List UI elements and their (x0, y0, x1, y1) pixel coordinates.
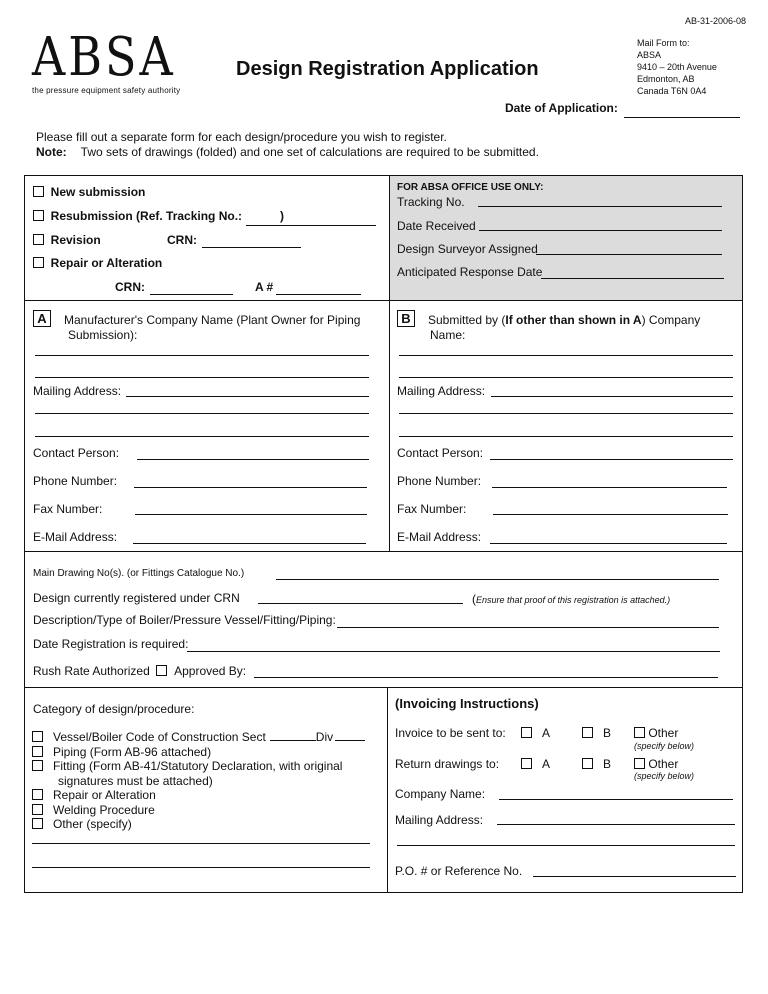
mail-line: 9410 – 20th Avenue (637, 62, 717, 72)
return-other-label: Other (648, 757, 679, 771)
logo-tagline: the pressure equipment safety authority (32, 86, 181, 95)
other-specify-field[interactable] (32, 843, 370, 844)
section-b-heading-pre: Submitted by ( (428, 313, 506, 327)
crn-label: CRN: (115, 280, 145, 294)
category-welding[interactable] (32, 803, 365, 818)
revision-crn-field[interactable] (202, 247, 301, 248)
invoice-b-label: B (603, 726, 612, 740)
mailing-b-field-3[interactable] (399, 436, 733, 437)
mailing-b-label: Mailing Address: (397, 384, 486, 398)
response-date-label: Anticipated Response Date (397, 265, 543, 279)
rush-rate-label: Rush Rate Authorized (33, 664, 150, 678)
checkbox-revision[interactable] (33, 234, 44, 245)
section-b-heading-line2: Name: (430, 328, 466, 342)
email-a-field[interactable] (133, 543, 366, 544)
approved-by-field[interactable] (254, 677, 718, 678)
invoice-mailing-field[interactable] (497, 824, 735, 825)
checkbox-resubmission[interactable] (33, 210, 44, 221)
company-name-b-field[interactable] (399, 355, 733, 356)
invoice-a-label: A (542, 726, 551, 740)
invoice-other-label: Other (648, 726, 679, 740)
registered-crn-field[interactable] (258, 603, 463, 604)
invoice-company-label: Company Name: (395, 787, 486, 801)
new-submission-label: New submission (50, 185, 146, 199)
tracking-field[interactable] (478, 206, 722, 207)
mailing-a-field-3[interactable] (35, 436, 369, 437)
phone-b-field[interactable] (492, 487, 727, 488)
fax-a-label: Fax Number: (33, 502, 103, 516)
checkbox-welding[interactable] (32, 804, 43, 815)
return-b-label: B (603, 757, 612, 771)
category-piping[interactable] (32, 745, 365, 760)
invoice-option-a[interactable] (521, 726, 550, 740)
category-repair-label: Repair or Alteration (53, 788, 156, 802)
category-repair[interactable] (32, 788, 365, 803)
main-drawing-label: Main Drawing No(s). (or Fittings Catalogue No.) (33, 568, 245, 579)
invoice-specify-note: (specify below) (634, 741, 695, 751)
absa-logo (32, 25, 181, 95)
section-b-heading-bold: If other than shown in A (505, 313, 642, 327)
description-label: Description/Type of Boiler/Pressure Vessel/Fitting/Piping: (33, 613, 336, 627)
revision-option[interactable] (33, 233, 101, 247)
divider (24, 687, 743, 688)
company-name-a-field-2[interactable] (35, 377, 369, 378)
approved-by-label: Approved By: (174, 664, 247, 678)
date-received-label: Date Received (397, 219, 476, 233)
mail-line: Mail Form to: (637, 38, 690, 48)
checkbox-invoice-other[interactable] (634, 727, 645, 738)
mail-line: Canada T6N 0A4 (637, 86, 707, 96)
return-option-a[interactable] (521, 757, 550, 771)
other-specify-field-2[interactable] (32, 867, 370, 868)
registered-crn-label: Design currently registered under CRN (33, 591, 240, 605)
section-b-heading (428, 313, 700, 343)
section-a-heading-line1: Manufacturer's Company Name (Plant Owner for Piping (64, 313, 361, 327)
vessel-sect-field[interactable] (270, 740, 316, 741)
po-label: P.O. # or Reference No. (395, 864, 523, 878)
invoice-mailing-field-2[interactable] (397, 845, 735, 846)
company-name-a-field[interactable] (35, 355, 369, 356)
fax-a-field[interactable] (135, 514, 367, 515)
category-welding-label: Welding Procedure (53, 802, 155, 817)
invoice-mailing-label: Mailing Address: (395, 813, 484, 827)
revision-label: Revision (50, 233, 101, 247)
date-of-application-field[interactable] (624, 117, 740, 118)
main-drawing-field[interactable] (276, 579, 719, 580)
email-a-label: E-Mail Address: (33, 530, 118, 544)
checkbox-rush-rate[interactable] (156, 665, 167, 676)
category-fitting-label: Fitting (Form AB-41/Statutory Declaration, with original (53, 759, 343, 773)
mail-line: Edmonton, AB (637, 74, 695, 84)
repair-label: Repair or Alteration (50, 256, 163, 270)
note-text: Two sets of drawings (folded) and one set of calculations are required to be submitted. (80, 145, 539, 159)
description-field[interactable] (337, 627, 719, 628)
a-number-field[interactable] (276, 294, 361, 295)
return-specify-note: (specify below) (634, 771, 695, 781)
resubmission-option[interactable] (33, 209, 242, 223)
checkbox-invoice-a[interactable] (521, 727, 532, 738)
divider (387, 687, 388, 893)
po-field[interactable] (533, 876, 736, 877)
divider (24, 300, 743, 301)
tracking-label: Tracking No. (397, 195, 465, 209)
contact-a-field[interactable] (137, 459, 369, 460)
mailing-address-block (637, 37, 717, 97)
mailing-a-label: Mailing Address: (33, 384, 122, 398)
invoice-company-field[interactable] (499, 799, 733, 800)
instruction-line: Please fill out a separate form for each design/procedure you wish to register. (36, 130, 447, 144)
checkbox-return-b[interactable] (582, 758, 593, 769)
mailing-b-field[interactable] (491, 396, 733, 397)
a-number-label: A # (255, 280, 274, 294)
logo-wordmark: ABSA (32, 25, 176, 88)
phone-b-label: Phone Number: (397, 474, 482, 488)
note-label: Note: (36, 145, 67, 159)
crn-field[interactable] (150, 294, 233, 295)
category-div-label: Div (315, 730, 334, 744)
contact-a-label: Contact Person: (33, 446, 120, 460)
category-fitting-label-2: signatures must be attached) (58, 773, 213, 788)
checkbox-new-submission[interactable] (33, 186, 44, 197)
category-other[interactable] (32, 817, 365, 832)
ensure-text: Ensure that proof of this registration is attached.) (476, 595, 671, 605)
repair-option[interactable] (33, 256, 162, 270)
fax-b-field[interactable] (493, 514, 728, 515)
category-other-label: Other (specify) (53, 817, 132, 831)
date-received-field[interactable] (479, 230, 722, 231)
checkbox-repair[interactable] (33, 257, 44, 268)
checkbox-return-other[interactable] (634, 758, 645, 769)
letter-a: A (33, 310, 51, 327)
checkbox-other[interactable] (32, 818, 43, 829)
invoice-option-other[interactable] (634, 726, 678, 740)
office-use-heading: FOR ABSA OFFICE USE ONLY: (397, 182, 544, 193)
ensure-open: ( (472, 592, 476, 606)
checkbox-category-repair[interactable] (32, 789, 43, 800)
contact-b-label: Contact Person: (397, 446, 484, 460)
date-of-application-label: Date of Application: (505, 101, 618, 115)
checkbox-invoice-b[interactable] (582, 727, 593, 738)
email-b-field[interactable] (490, 543, 727, 544)
rush-rate-option[interactable] (33, 664, 246, 678)
category-vessel[interactable] (32, 730, 365, 745)
return-a-label: A (542, 757, 551, 771)
section-b-heading-post: ) Company (641, 313, 701, 327)
category-list (32, 730, 365, 832)
email-b-label: E-Mail Address: (397, 530, 482, 544)
surveyor-label: Design Surveyor Assigned (397, 242, 538, 256)
divider (389, 175, 390, 552)
invoice-option-b[interactable] (582, 726, 611, 740)
section-b-letter (397, 310, 415, 327)
section-a-heading-line2: Submission): (68, 328, 138, 342)
page-title: Design Registration Application (236, 58, 539, 80)
surveyor-field[interactable] (536, 254, 722, 255)
fax-b-label: Fax Number: (397, 502, 467, 516)
vessel-div-field[interactable] (335, 740, 365, 741)
mailing-b-field-2[interactable] (399, 413, 733, 414)
category-piping-label: Piping (Form AB-96 attached) (53, 744, 212, 759)
invoicing-heading: (Invoicing Instructions) (395, 696, 539, 711)
section-a-heading (64, 313, 360, 343)
resubmission-close: ) (280, 209, 284, 223)
return-to-label: Return drawings to: (395, 757, 500, 771)
checkbox-fitting[interactable] (32, 760, 43, 771)
resubmission-label: Resubmission (Ref. Tracking No.: (50, 209, 243, 223)
instructions (36, 130, 539, 160)
invoice-to-label: Invoice to be sent to: (395, 726, 506, 740)
resubmission-tracking-field[interactable] (246, 225, 376, 226)
contact-b-field[interactable] (490, 459, 733, 460)
phone-a-label: Phone Number: (33, 474, 118, 488)
section-a-letter (33, 310, 51, 327)
divider (24, 551, 743, 552)
mailing-a-field[interactable] (126, 396, 369, 397)
category-vessel-label: Vessel/Boiler Code of Construction Sect (53, 730, 266, 744)
phone-a-field[interactable] (134, 487, 367, 488)
revision-crn-label: CRN: (167, 233, 197, 247)
letter-b: B (397, 310, 415, 327)
response-date-field[interactable] (541, 278, 724, 279)
company-name-b-field-2[interactable] (399, 377, 733, 378)
category-heading: Category of design/procedure: (33, 702, 195, 716)
checkbox-return-a[interactable] (521, 758, 532, 769)
new-submission-option[interactable] (33, 185, 145, 199)
mailing-a-field-2[interactable] (35, 413, 369, 414)
mail-line: ABSA (637, 50, 662, 60)
date-required-field[interactable] (187, 651, 720, 652)
form-code: AB-31-2006-08 (684, 16, 746, 26)
checkbox-vessel[interactable] (32, 731, 43, 742)
date-required-label: Date Registration is required: (33, 637, 189, 651)
checkbox-piping[interactable] (32, 746, 43, 757)
ensure-note (472, 592, 670, 606)
return-option-b[interactable] (582, 757, 611, 771)
category-fitting[interactable] (32, 759, 365, 774)
return-option-other[interactable] (634, 757, 678, 771)
